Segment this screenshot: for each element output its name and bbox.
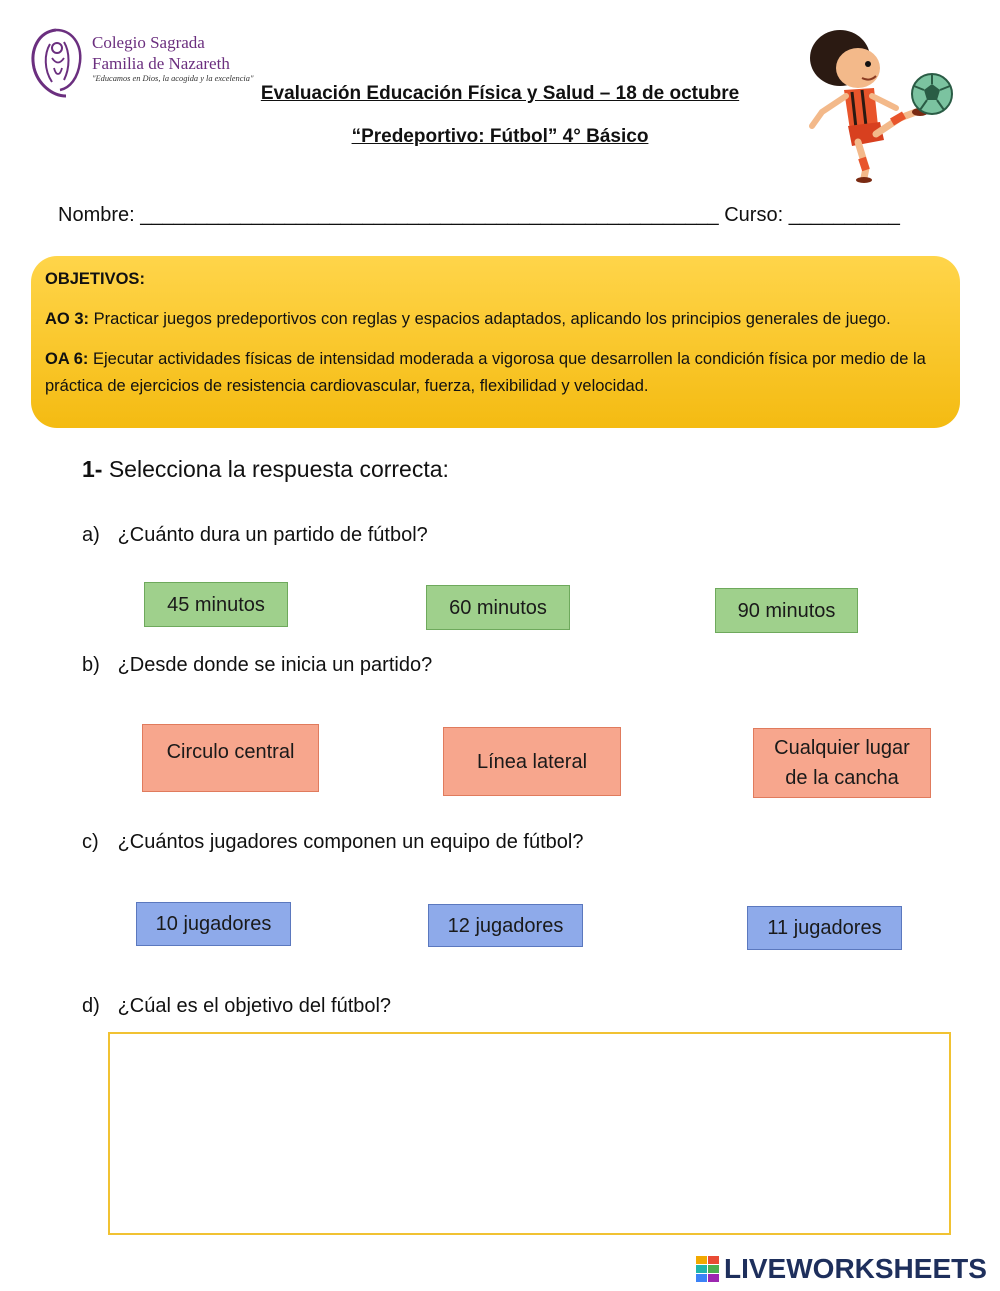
page-title: Evaluación Educación Física y Salud – 18 de octubre	[260, 83, 740, 104]
student-info-line	[58, 204, 900, 227]
question-text: ¿Cúal es el objetivo del fútbol?	[117, 995, 392, 1017]
objectives-heading: OBJETIVOS:	[45, 270, 145, 288]
option-12-jugadores[interactable]: 12 jugadores	[428, 904, 583, 947]
option-60-minutos[interactable]: 60 minutos	[426, 585, 570, 630]
objective-code: AO 3:	[45, 310, 90, 328]
objective-oa6	[45, 346, 946, 400]
school-name-line1: Colegio Sagrada	[92, 33, 205, 52]
objectives-box	[31, 256, 960, 428]
question-letter: a)	[82, 524, 100, 546]
objective-text: Ejecutar actividades físicas de intensidad moderada a vigorosa que desarrollen la condición física por medio de la práctica de ejercicios de resistencia cardiovascular, fuerza, flexibilidad y velocidad.	[45, 350, 926, 395]
page-subtitle: “Predeportivo: Fútbol” 4° Básico	[351, 126, 649, 147]
option-45-minutos[interactable]: 45 minutos	[144, 582, 288, 627]
section-number: 1-	[82, 456, 103, 482]
option-circulo-central[interactable]: Circulo central	[142, 724, 319, 792]
option-linea-lateral[interactable]: Línea lateral	[443, 727, 621, 796]
name-field[interactable]: ____________________________________________________	[140, 204, 719, 226]
answer-input[interactable]	[110, 1034, 949, 1233]
name-label: Nombre:	[58, 204, 135, 226]
school-name-line2: Familia de Nazareth	[92, 54, 230, 73]
objective-text: Practicar juegos predeportivos con reglas y espacios adaptados, aplicando los principios generales de juego.	[93, 310, 891, 328]
course-field[interactable]: __________	[788, 204, 900, 226]
soccer-player-illustration	[800, 18, 960, 184]
question-letter: b)	[82, 654, 100, 676]
question-d	[82, 995, 391, 1018]
liveworksheets-logo	[696, 1252, 987, 1286]
question-c	[82, 831, 583, 854]
objective-code: OA 6:	[45, 350, 89, 368]
section-instruction: Selecciona la respuesta correcta:	[108, 456, 449, 482]
option-10-jugadores[interactable]: 10 jugadores	[136, 902, 291, 946]
brand-text: LIVEWORKSHEETS	[724, 1253, 987, 1284]
question-letter: c)	[82, 831, 99, 853]
school-motto: "Educamos en Dios, la acogida y la excelencia"	[92, 74, 254, 83]
school-name	[92, 32, 272, 74]
question-text: ¿Desde donde se inicia un partido?	[117, 654, 433, 676]
liveworksheets-icon	[696, 1256, 720, 1282]
answer-textbox[interactable]	[108, 1032, 951, 1235]
question-text: ¿Cuánto dura un partido de fútbol?	[117, 524, 428, 546]
option-cualquier-lugar[interactable]: Cualquier lugar de la cancha	[753, 728, 931, 798]
question-b	[82, 654, 432, 677]
course-label: Curso:	[724, 204, 784, 226]
section-heading	[82, 456, 449, 483]
objective-ao3	[45, 306, 946, 333]
question-letter: d)	[82, 995, 100, 1017]
option-11-jugadores[interactable]: 11 jugadores	[747, 906, 902, 950]
question-a	[82, 524, 428, 547]
question-text: ¿Cuántos jugadores componen un equipo de fútbol?	[117, 831, 584, 853]
option-90-minutos[interactable]: 90 minutos	[715, 588, 858, 633]
